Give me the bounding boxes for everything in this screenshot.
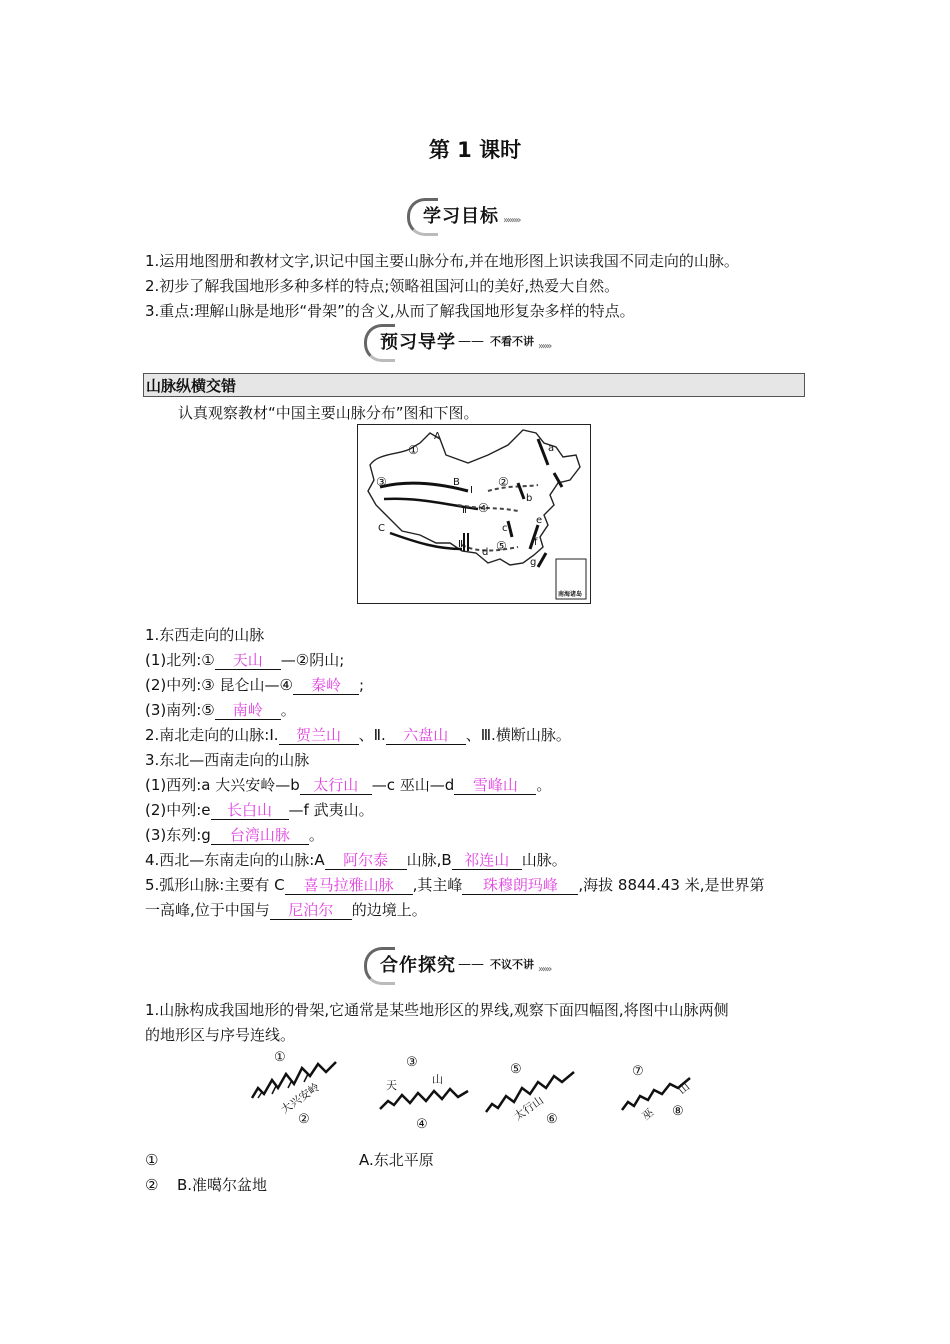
- text: ,其主峰: [412, 876, 463, 894]
- banner-label: 学习目标: [423, 206, 499, 227]
- explore-line-2: 的地形区与序号连线。: [145, 1026, 296, 1044]
- mountain-ridge-icon: [620, 1070, 700, 1130]
- section-heading: 山脉纵横交错: [143, 373, 805, 397]
- objective-2: 2.初步了解我国地形多种多样的特点;领略祖国河山的美好,热爱大自然。: [145, 277, 620, 295]
- circle-number: ⑦: [632, 1064, 644, 1079]
- text: —c 巫山—d: [371, 776, 455, 794]
- q5-row-1: [145, 875, 765, 895]
- match-row-2-left: ②: [145, 1176, 159, 1194]
- text: ,海拔 8844.43 米,是世界第: [578, 876, 765, 894]
- mountain-figure-1: [248, 1050, 344, 1130]
- answer-blank: 祁连山: [452, 851, 522, 870]
- answer-blank: 台湾山脉: [211, 826, 309, 845]
- explore-line-1: 1.山脉构成我国地形的骨架,它通常是某些地形区的界线,观察下面四幅图,将图中山脉两侧: [145, 1001, 729, 1019]
- banner-preview: [364, 323, 604, 359]
- map-label: d: [482, 547, 489, 558]
- map-label: ④: [478, 501, 489, 515]
- map-label: Ⅰ: [470, 485, 473, 496]
- mountain-figure-4: [620, 1064, 700, 1144]
- page-title: 第 1 课时: [428, 138, 522, 162]
- objective-3: 3.重点:理解山脉是地形“骨架”的含义,从而了解我国地形复杂多样的特点。: [145, 302, 635, 320]
- q3-heading: 3.东北—西南走向的山脉: [145, 751, 310, 769]
- text: 山脉。: [521, 851, 567, 869]
- mountain-name: 太行山: [511, 1093, 547, 1124]
- match-row-2-right: B.准噶尔盆地: [177, 1176, 268, 1194]
- map-label: B: [453, 477, 460, 488]
- text: 、Ⅱ.: [358, 726, 386, 744]
- banner-dash: ——: [458, 956, 484, 972]
- circle-number: ⑤: [510, 1062, 522, 1077]
- text: (1)西列:a 大兴安岭—b: [145, 776, 300, 794]
- circle-number: ①: [274, 1050, 286, 1065]
- map-label: e: [536, 515, 543, 526]
- map-label: c: [502, 523, 508, 534]
- text: 。: [536, 776, 552, 794]
- map-label: A: [434, 431, 441, 442]
- answer-blank: 六盘山: [386, 726, 466, 745]
- mountain-name: 天: [386, 1079, 397, 1092]
- arrows-icon: »»»: [538, 963, 551, 975]
- answer-blank: 阿尔泰: [325, 851, 407, 870]
- banner-learning-goals: [407, 197, 557, 233]
- map-inset-label: 南海诸岛: [558, 591, 583, 598]
- text: (3)南列:⑤: [145, 701, 215, 719]
- banner-sub: 不看不讲: [490, 335, 534, 348]
- text: 。: [308, 826, 324, 844]
- banner-label: 预习导学: [380, 332, 456, 353]
- text: 5.弧形山脉:主要有 C: [145, 876, 285, 894]
- text: 的边境上。: [351, 901, 427, 919]
- map-label: f: [534, 537, 538, 548]
- map-label: ②: [498, 475, 509, 489]
- map-label: ③: [376, 475, 387, 489]
- answer-blank: 贺兰山: [279, 726, 359, 745]
- answer-blank: 秦岭: [293, 676, 359, 695]
- circle-number: ⑧: [672, 1104, 684, 1119]
- answer-blank: 雪峰山: [454, 776, 536, 795]
- mountain-map: [357, 424, 591, 604]
- text: (2)中列:③ 昆仑山—④: [145, 676, 293, 694]
- q3-row-3: [145, 825, 324, 845]
- text: (1)北列:①: [145, 651, 215, 669]
- text: 一高峰,位于中国与: [145, 901, 270, 919]
- text: 、Ⅲ.横断山脉。: [465, 726, 571, 744]
- text: 4.西北—东南走向的山脉:A: [145, 851, 325, 869]
- banner-dash: ——: [458, 333, 484, 349]
- mountain-name: 山: [675, 1079, 693, 1097]
- circle-number: ③: [406, 1055, 418, 1070]
- q1-heading: 1.东西走向的山脉: [145, 626, 265, 644]
- answer-blank: 太行山: [300, 776, 372, 795]
- arrows-icon: »»»»: [503, 214, 520, 226]
- china-outline-figure: [358, 425, 589, 602]
- answer-blank: 尼泊尔: [270, 901, 352, 920]
- map-label: a: [548, 443, 555, 454]
- arrows-icon: »»»: [538, 340, 551, 352]
- mountain-name: 山: [432, 1073, 443, 1086]
- map-label: Ⅱ: [462, 505, 467, 516]
- text: 山脉,B: [406, 851, 452, 869]
- map-label: g: [530, 557, 537, 568]
- q1-row-1: [145, 650, 344, 670]
- text: ;: [358, 676, 365, 694]
- objective-1: 1.运用地图册和教材文字,识记中国主要山脉分布,并在地形图上识读我国不同走向的山脉。: [145, 252, 739, 270]
- mountain-figure-2: [376, 1055, 472, 1135]
- circle-number: ②: [298, 1112, 310, 1127]
- text: (2)中列:e: [145, 801, 211, 819]
- q4-row: [145, 850, 567, 870]
- map-label: b: [526, 493, 533, 504]
- q5-row-2: [145, 900, 427, 920]
- answer-blank: 珠穆朗玛峰: [462, 876, 578, 895]
- answer-blank: 南岭: [215, 701, 281, 720]
- banner-label: 合作探究: [380, 955, 456, 976]
- map-label: Ⅲ: [458, 539, 465, 550]
- q3-row-2: [145, 800, 374, 820]
- text: 。: [280, 701, 296, 719]
- mountain-name: 大兴安岭: [278, 1080, 323, 1117]
- text: 2.南北走向的山脉:Ⅰ.: [145, 726, 279, 744]
- text: (3)东列:g: [145, 826, 211, 844]
- q2-row: [145, 725, 571, 745]
- map-label: C: [378, 523, 385, 534]
- circle-number: ⑥: [546, 1112, 558, 1127]
- text: —②阴山;: [280, 651, 345, 669]
- answer-blank: 喜马拉雅山脉: [285, 876, 413, 895]
- match-row-1-left: ①: [145, 1151, 159, 1169]
- q3-row-1: [145, 775, 551, 795]
- map-label: ①: [408, 443, 419, 457]
- text: —f 武夷山。: [288, 801, 374, 819]
- q1-row-2: [145, 675, 364, 695]
- intro-text: 认真观察教材“中国主要山脉分布”图和下图。: [178, 404, 479, 422]
- answer-blank: 长白山: [211, 801, 289, 820]
- mountain-figure-3: [484, 1062, 580, 1142]
- match-row-1-right: A.东北平原: [359, 1151, 434, 1169]
- mountain-name: 巫: [639, 1105, 657, 1123]
- circle-number: ④: [416, 1117, 428, 1132]
- q1-row-3: [145, 700, 296, 720]
- answer-blank: 天山: [215, 651, 281, 670]
- banner-sub: 不议不讲: [490, 958, 534, 971]
- map-label: ⑤: [496, 539, 507, 553]
- banner-explore: [364, 946, 604, 982]
